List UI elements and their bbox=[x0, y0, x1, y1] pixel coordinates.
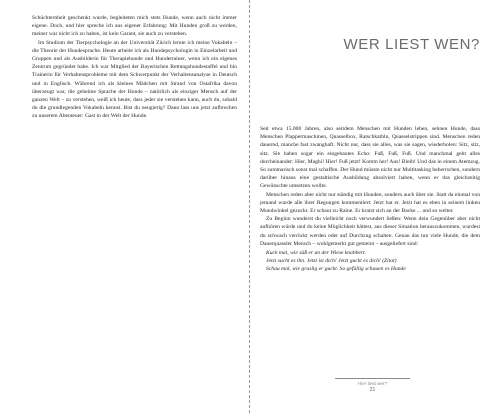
left-paragraph-2: Im Studium der Tierpsychologie an der Universität Zürich lernte ich meine Vokabeln – die Theorie der Hundesprache. Heute arbeite ich als Hundepsychologin in Einzelarbeit und Gruppen und als Ausbilderin für Therapiehunde und Hundetrainer, wenn ich ein eigenes Zentrum gegründet habe. Ich war Mitglied der Bayerischen Rettungshundestaffel und bin Trainerin für Verhaltensprobleme mit dem Schwerpunkt der Verhaltensanalyse in Deutsch und in Englisch. Während ich als kleines Mädchen mit Strand von Ostafrika davon überzeugt war, die geheime Sprache der Hunde – natürlich als einziger Mensch auf der ganzen Welt – zu verstehen, weiß ich heute, dass jeder sie verstehen kann, auch du, sobald du die grundlegenden Vokabeln kennst. Bist du neugierig? Dann lass uns jetzt aufbrechen zu unserem Abenteuer: Gast in der Welt der Hunde. bbox=[32, 39, 237, 120]
chapter-title: WER LIEST WEN? bbox=[343, 36, 480, 53]
left-paragraph-1: Schüchternheit geschenkt wurde, begleiteten mich stets Hunde, wenn auch nicht immer eigene. Doch, und hier spreche ich aus eigener Erfahrung: Mit Hunden groß zu werden, meiner war nicht ich zu haben, ist kein Garant, sie auch zu verstehen. bbox=[32, 15, 237, 38]
page-footer bbox=[335, 378, 410, 394]
right-page-body bbox=[260, 125, 480, 274]
running-footer-label: Hier liest wer? bbox=[357, 381, 388, 386]
footer-rule bbox=[335, 378, 410, 379]
quote-line: Jetzt sucht es ihn. Jetzt ist dich! Jetzt guckt es dich! (Zitat) bbox=[266, 258, 397, 265]
page-fold-divider bbox=[249, 0, 250, 413]
quote-line: Schau mal, wie gruslig er guckt. So gefällig schauen es Hunde bbox=[266, 266, 406, 273]
right-paragraph-3: Zu Beginn wunderst du vielleicht noch verwundert ließen: Wenn dein Gegenüber aber nicht aufhören würde und du keine Möglichkeit hättest, aus dieser Situation herauszukommen, wurdest du schwach verrückt werden oder auf Durchzug schalten. Genau das tun viele Hunde, die dem Dauerquassler Mensch – wohlgemerkt gut gemeint – ausgeliefert sind: bbox=[260, 216, 480, 247]
right-page bbox=[260, 14, 480, 273]
right-paragraph-2: Menschen reden aber nicht nur ständig mit Hunden, sondern auch über sie. Statt da einmal von jemand wurde alle ihrer Regungen kommentiert: Jetzt hat er. Jetzt hat es eben in seinem linken Mundwinkel gezuckt. Er schaut zu Raine. Er kratzt sich an der Backe ... und so weiter. bbox=[260, 191, 480, 215]
page-number: 21 bbox=[369, 387, 376, 393]
left-page bbox=[32, 14, 237, 121]
dialogue-quote-block bbox=[266, 249, 480, 274]
right-paragraph-1: Seit etwa 15.000 Jahren, also seitdem Menschen mit Hunden leben, sehnen Hunde, dass Menschen Plappermaschinen, Quasselbox, Ratschkathln, Quasselstrippen sind. Menschen reden dauernd, manche fast zwanghaft. Nicht nur, dass sie alles, was sie sagen, wiederholen: Sitz, sitz, sitz. Sie haben sogar ein eingebautes Echo: Fuß, Fuß, Fuß. Und manchmal geht alles durcheinander: Hier, Maghi! Hier! Fuß jetzt! Komm her! Aus! Bleib! Und das in einem Atemzug. So summarisch sonst mal schaffen. Der Hund müsste nicht nur Multitasking beherrschen, sondern darüber hinaus eine gestaltische Ausbildung absolviert haben, wenn er das gleichzeitig Gewünschte umsetzen wollte. bbox=[260, 126, 480, 190]
quote-line: Kuck mal, wie süß er an der Wiese knabbert. bbox=[266, 250, 367, 257]
